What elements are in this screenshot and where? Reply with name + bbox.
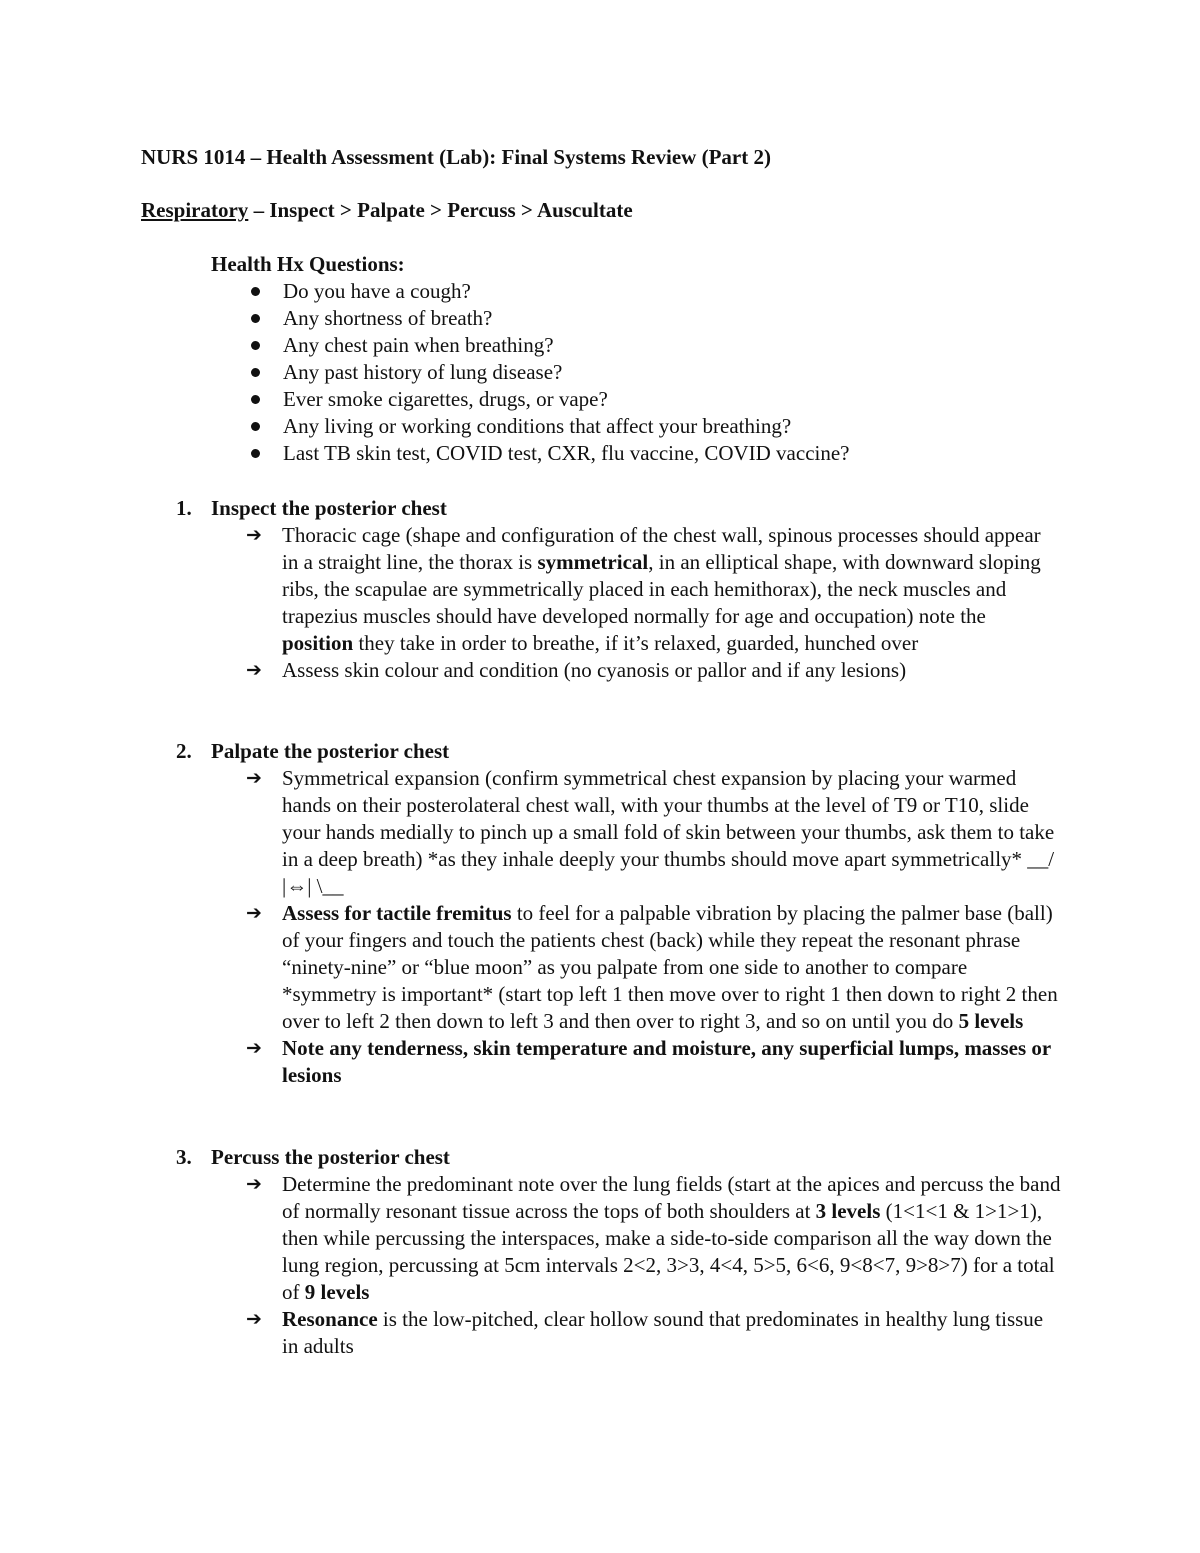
section-number: 2. [176, 739, 192, 763]
section-number: 1. [176, 496, 192, 520]
list-item: Any living or working conditions that affect your breathing? [211, 413, 1111, 440]
bullet-dot-icon [251, 287, 260, 296]
bullet-dot-icon [251, 314, 260, 323]
list-item: Ever smoke cigarettes, drugs, or vape? [211, 386, 1111, 413]
section-number: 3. [176, 1145, 192, 1169]
right-arrow-icon: ➔ [246, 1308, 262, 1330]
right-arrow-icon: ➔ [246, 659, 262, 681]
section-heading: Inspect the posterior chest [211, 496, 447, 520]
list-item: ➔ Determine the predominant note over the lung fields (start at the apices and percuss the band of normally resonant tissue across the tops of both shoulders at 3 levels (1<1<1 & 1>1>1), then while percussing the interspaces, make a side-to-side comparison all the way down the lung region, percussing at 5cm intervals 2<2, 3>3, 4<4, 5>5, 6<6, 9<8<7, 9>8>7) for a total of 9 levels [246, 1172, 1061, 1304]
list-item: Last TB skin test, COVID test, CXR, flu vaccine, COVID vaccine? [211, 440, 1111, 467]
health-hx-question-list [211, 278, 1111, 467]
bullet-dot-icon [251, 368, 260, 377]
section-items [246, 765, 1061, 1089]
list-item: ➔ Thoracic cage (shape and configuration of the chest wall, spinous processes should appear in a straight line, the thorax is symmetrical, in an elliptical shape, with downward sloping ribs, the scapulae are symmetrically placed in each hemithorax), the neck muscles and trapezius muscles should have developed normally for age and occupation) note the position they take in order to breathe, if it’s relaxed, guarded, hunched over [246, 523, 1041, 655]
list-item: ➔ Resonance is the low-pitched, clear hollow sound that predominates in healthy lung tissue in adults [246, 1307, 1044, 1358]
right-arrow-icon: ➔ [246, 1173, 262, 1195]
list-item: ➔ Symmetrical expansion (confirm symmetrical chest expansion by placing your warmed hands on their posterolateral chest wall, with your thumbs at the level of T9 or T10, slide your hands medially to pinch up a small fold of skin between your thumbs, ask them to take in a deep breath) *as they inhale deeply your thumbs should move apart symmetrically* __/ |⇔| \__ [246, 766, 1055, 898]
right-arrow-icon: ➔ [246, 767, 262, 789]
list-item: Any shortness of breath? [211, 305, 1111, 332]
list-item: ➔ Note any tenderness, skin temperature and moisture, any superficial lumps, masses or lesions [246, 1036, 1051, 1087]
section-heading: Percuss the posterior chest [211, 1145, 450, 1169]
respiratory-heading [141, 197, 633, 224]
right-arrow-icon: ➔ [246, 524, 262, 546]
respiratory-steps: – Inspect > Palpate > Percuss > Auscultate [248, 198, 633, 222]
document-title: NURS 1014 – Health Assessment (Lab): Final Systems Review (Part 2) [141, 145, 771, 169]
respiratory-label: Respiratory [141, 198, 249, 222]
bullet-dot-icon [251, 341, 260, 350]
list-item: Any chest pain when breathing? [211, 332, 1111, 359]
list-item: ➔ Assess for tactile fremitus to feel for a palpable vibration by placing the palmer base (ball) of your fingers and touch the patients chest (back) while they repeat the resonant phrase “ninety-nine” or “blue moon” as you palpate from one side to another to compare *symmetry is important* (start top left 1 then move over to right 1 then down to right 2 then over to left 2 then down to left 3 and then over to right 3, and so on until you do 5 levels [246, 901, 1058, 1033]
list-item: Do you have a cough? [211, 278, 1111, 305]
list-item: ➔ Assess skin colour and condition (no cyanosis or pallor and if any lesions) [246, 658, 907, 682]
right-arrow-icon: ➔ [246, 902, 262, 924]
bullet-dot-icon [251, 395, 260, 404]
list-item: Any past history of lung disease? [211, 359, 1111, 386]
bullet-dot-icon [251, 449, 260, 458]
section-items [246, 522, 1061, 684]
section-heading: Palpate the posterior chest [211, 739, 450, 763]
bullet-dot-icon [251, 422, 260, 431]
section-items [246, 1171, 1061, 1360]
health-hx-heading: Health Hx Questions: [211, 252, 405, 276]
right-arrow-icon: ➔ [246, 1037, 262, 1059]
